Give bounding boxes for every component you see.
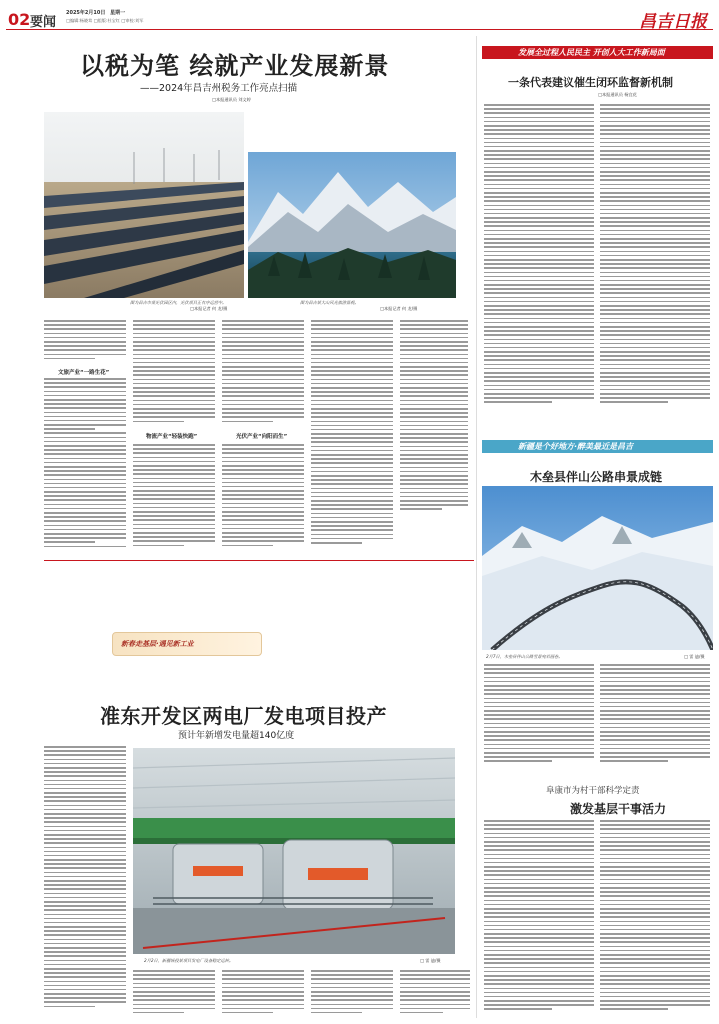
newspaper-logo: 昌吉日报	[639, 12, 707, 32]
lead-body-col-5	[400, 320, 468, 554]
lead-subtitle: ——2024年昌吉州税务工作亮点扫描	[140, 83, 298, 94]
right-mid-col-1	[484, 664, 594, 766]
right-mid-banner: 新疆是个好地方·醉美最近是昌吉	[482, 440, 713, 453]
bottom-body-col-1	[44, 746, 126, 1016]
editor-info: □编辑:杨晓茸 □组版:杜宝红 □审校:刘军	[66, 18, 144, 23]
right-top-byline: □本报通讯员 杨宜花	[598, 92, 637, 97]
photo-power-plant	[133, 748, 455, 954]
subhead-logistics: 物流产业“轻装快跑”	[146, 434, 198, 440]
column-badge-text: 新春走基层·遇见新工业	[121, 640, 194, 648]
bottom-subtitle: 预计年新增发电量超140亿度	[178, 731, 295, 741]
subhead-tourism: 文旅产业“一路生花”	[58, 370, 110, 376]
right-top-title: 一条代表建议催生闭环监督新机制	[508, 76, 673, 89]
right-mid-credit: □ 雷 迪/摄	[684, 654, 705, 659]
lead-body-col-2	[133, 320, 215, 430]
photo-mountain-lake	[248, 152, 456, 298]
bottom-photo-credit: □ 雷 迪/摄	[420, 958, 441, 963]
section-name: 要闻	[30, 15, 57, 30]
bottom-body-col-4	[311, 970, 393, 1018]
subhead-solar: 光伏产业“向阳而生”	[236, 434, 288, 440]
column-badge	[112, 632, 262, 656]
right-mid-caption: 2月7日，木垒县伴山公路雪景宛若画卷。	[486, 654, 563, 659]
bottom-body-col-3	[222, 970, 304, 1018]
right-bottom-kicker: 阜康市为村干部科学定责	[546, 786, 640, 796]
page-number: 02	[8, 10, 31, 29]
photo-caption-right: 图为昌吉某大山风光旅游景观。	[300, 300, 359, 305]
bottom-body-col-5	[400, 970, 470, 1018]
issue-weekday: 星期一	[110, 10, 126, 16]
right-bottom-col-2	[600, 820, 710, 1018]
right-top-col-2	[600, 104, 710, 408]
right-mid-title: 木垒县伴山公路串景成链	[530, 470, 663, 484]
right-top-banner: 发展全过程人民民主 开创人大工作新局面	[482, 46, 713, 59]
photo-caption-left: 图为昌吉市某光伏园区内，光伏项目正有序运营中。	[130, 300, 227, 305]
bottom-photo-caption: 2月2日，新疆城投某项目发电厂设备稳定运转。	[144, 958, 234, 963]
issue-date-text: 2025年2月10日	[66, 10, 106, 16]
photo-snow-road	[482, 486, 713, 650]
section-divider	[44, 560, 474, 561]
bottom-body-col-2	[133, 970, 215, 1018]
right-mid-col-2	[600, 664, 710, 766]
lead-byline: □本报通讯员 刘文婷	[212, 97, 251, 102]
lead-title: 以税为笔 绘就产业发展新景	[80, 51, 390, 80]
photo-solar-park	[44, 112, 244, 298]
lead-body-col-4	[311, 320, 393, 554]
column-rule	[476, 36, 477, 1018]
lead-body-col-2b	[133, 444, 215, 554]
lead-body-col-1b	[44, 378, 126, 554]
issue-date	[66, 9, 125, 16]
photo-credit-right: □本报记者 何 龙/摄	[380, 306, 418, 311]
photo-credit-left: □本报记者 何 龙/摄	[190, 306, 228, 311]
right-bottom-title: 激发基层干事活力	[570, 802, 667, 816]
lead-body-col-3b	[222, 444, 304, 554]
right-bottom-col-1	[484, 820, 594, 1018]
masthead	[6, 6, 713, 30]
lead-body-col-3	[222, 320, 304, 430]
bottom-title: 准东开发区两电厂发电项目投产	[100, 704, 387, 728]
right-top-col-1	[484, 104, 594, 408]
lead-body-col-1	[44, 320, 126, 366]
